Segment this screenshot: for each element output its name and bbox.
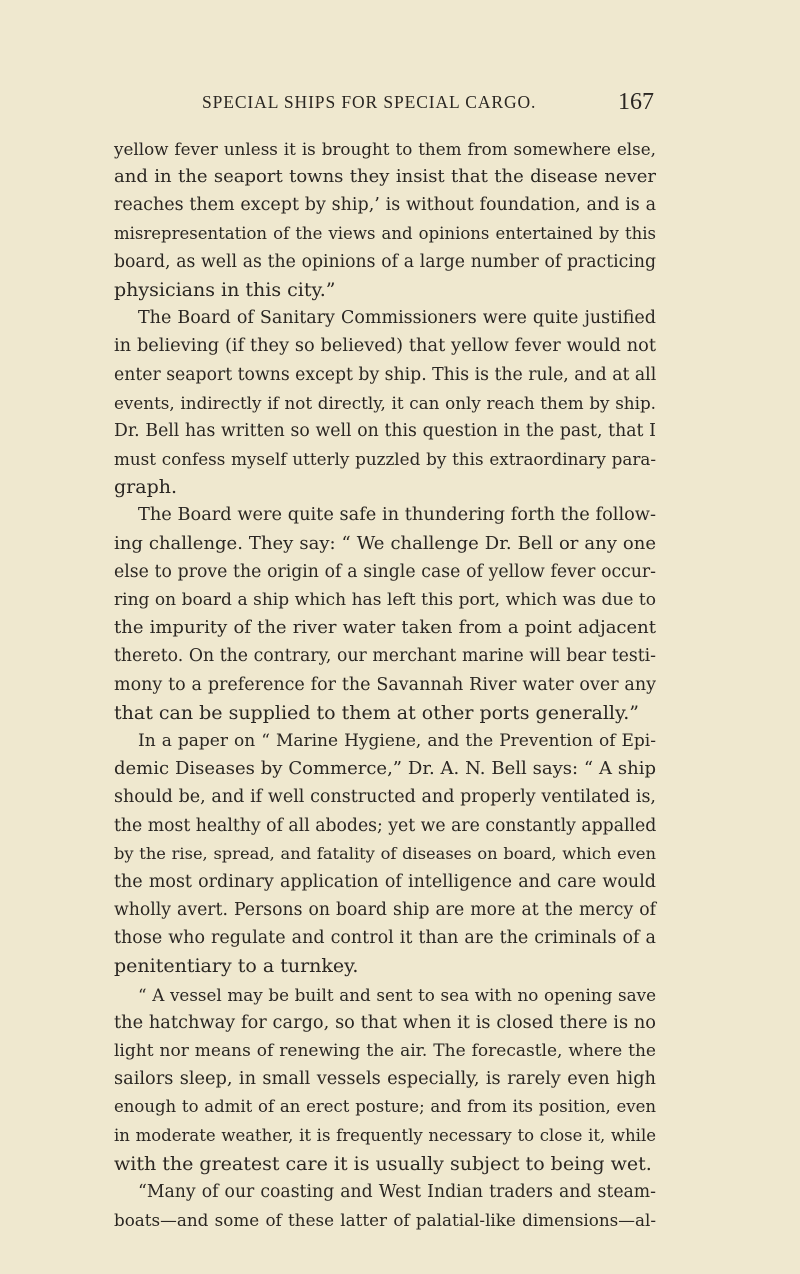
text-line: those who regulate and control it than are the criminals of a	[114, 928, 656, 949]
text-line: sailors sleep, in small vessels especially, is rarely even high	[114, 1069, 656, 1090]
text-line: must confess myself utterly puzzled by this extraordinary para-	[114, 449, 656, 470]
text-line: the most ordinary application of intelligence and care would	[114, 871, 656, 892]
text-line: reaches them except by ship,’ is without foundation, and is a	[114, 195, 656, 216]
text-line: enough to admit of an erect posture; and from its position, even	[114, 1097, 656, 1117]
text-line: board, as well as the opinions of a large number of practicing	[114, 251, 656, 272]
text-line: ing challenge. They say: “ We challenge Dr. Bell or any one	[114, 532, 656, 554]
text-line: graph.	[114, 476, 178, 499]
text-line: “Many of our coasting and West Indian traders and steam-	[138, 1181, 656, 1202]
text-line: thereto. On the contrary, our merchant marine will bear testi-	[114, 646, 656, 667]
text-line: mony to a preference for the Savannah River water over any	[114, 674, 656, 695]
text-line: ring on board a ship which has left this port, which was due to	[114, 590, 656, 610]
text-line: demic Diseases by Commerce,” Dr. A. N. Bell says: “ A ship	[114, 758, 656, 780]
text-line: in moderate weather, it is frequently necessary to close it, while	[114, 1125, 656, 1145]
text-line: that can be supplied to them at other ports generally.”	[114, 701, 639, 724]
text-line: with the greatest care it is usually subject to being wet.	[114, 1152, 652, 1175]
text-line: The Board were quite safe in thundering forth the follow-	[138, 505, 656, 526]
text-line: the hatchway for cargo, so that when it is closed there is no	[114, 1012, 656, 1033]
text-line: the impurity of the river water taken from a point adjacent	[114, 617, 656, 639]
text-line: penitentiary to a turnkey.	[114, 955, 359, 978]
text-line: The Board of Sanitary Commissioners were quite justified	[138, 308, 656, 329]
page-number: 167	[618, 89, 654, 115]
text-line: the most healthy of all abodes; yet we are constantly appalled	[114, 815, 657, 836]
text-line: wholly avert. Persons on board ship are more at the mercy of	[114, 900, 656, 921]
text-line: yellow fever unless it is brought to them from somewhere else,	[114, 139, 656, 159]
text-line: should be, and if well constructed and properly ventilated is,	[114, 787, 656, 808]
text-line: misrepresentation of the views and opinions entertained by this	[114, 223, 656, 243]
running-head: SPECIAL SHIPS FOR SPECIAL CARGO.	[202, 92, 537, 112]
text-line: and in the seaport towns they insist that the disease never	[114, 166, 656, 188]
page-header	[114, 89, 654, 120]
text-line: else to prove the origin of a single case of yellow fever occur-	[114, 561, 656, 582]
text-line: “ A vessel may be built and sent to sea with no opening save	[138, 984, 656, 1005]
text-line: light nor means of renewing the air. The forecastle, where the	[114, 1041, 656, 1061]
text-line: In a paper on “ Marine Hygiene, and the Prevention of Epi-	[138, 730, 656, 751]
body-text	[114, 135, 656, 1234]
text-line: physicians in this city.”	[114, 278, 336, 301]
text-line: boats—and some of these latter of palatial-like dimensions—al-	[114, 1210, 656, 1231]
text-line: Dr. Bell has written so well on this question in the past, that I	[114, 420, 656, 441]
text-line: enter seaport towns except by ship. This is the rule, and at all	[114, 364, 657, 385]
text-line: in believing (if they so believed) that yellow fever would not	[114, 336, 656, 357]
text-line: by the rise, spread, and fatality of diseases on board, which even	[114, 843, 656, 863]
text-line: events, indirectly if not directly, it can only reach them by ship.	[114, 392, 656, 413]
